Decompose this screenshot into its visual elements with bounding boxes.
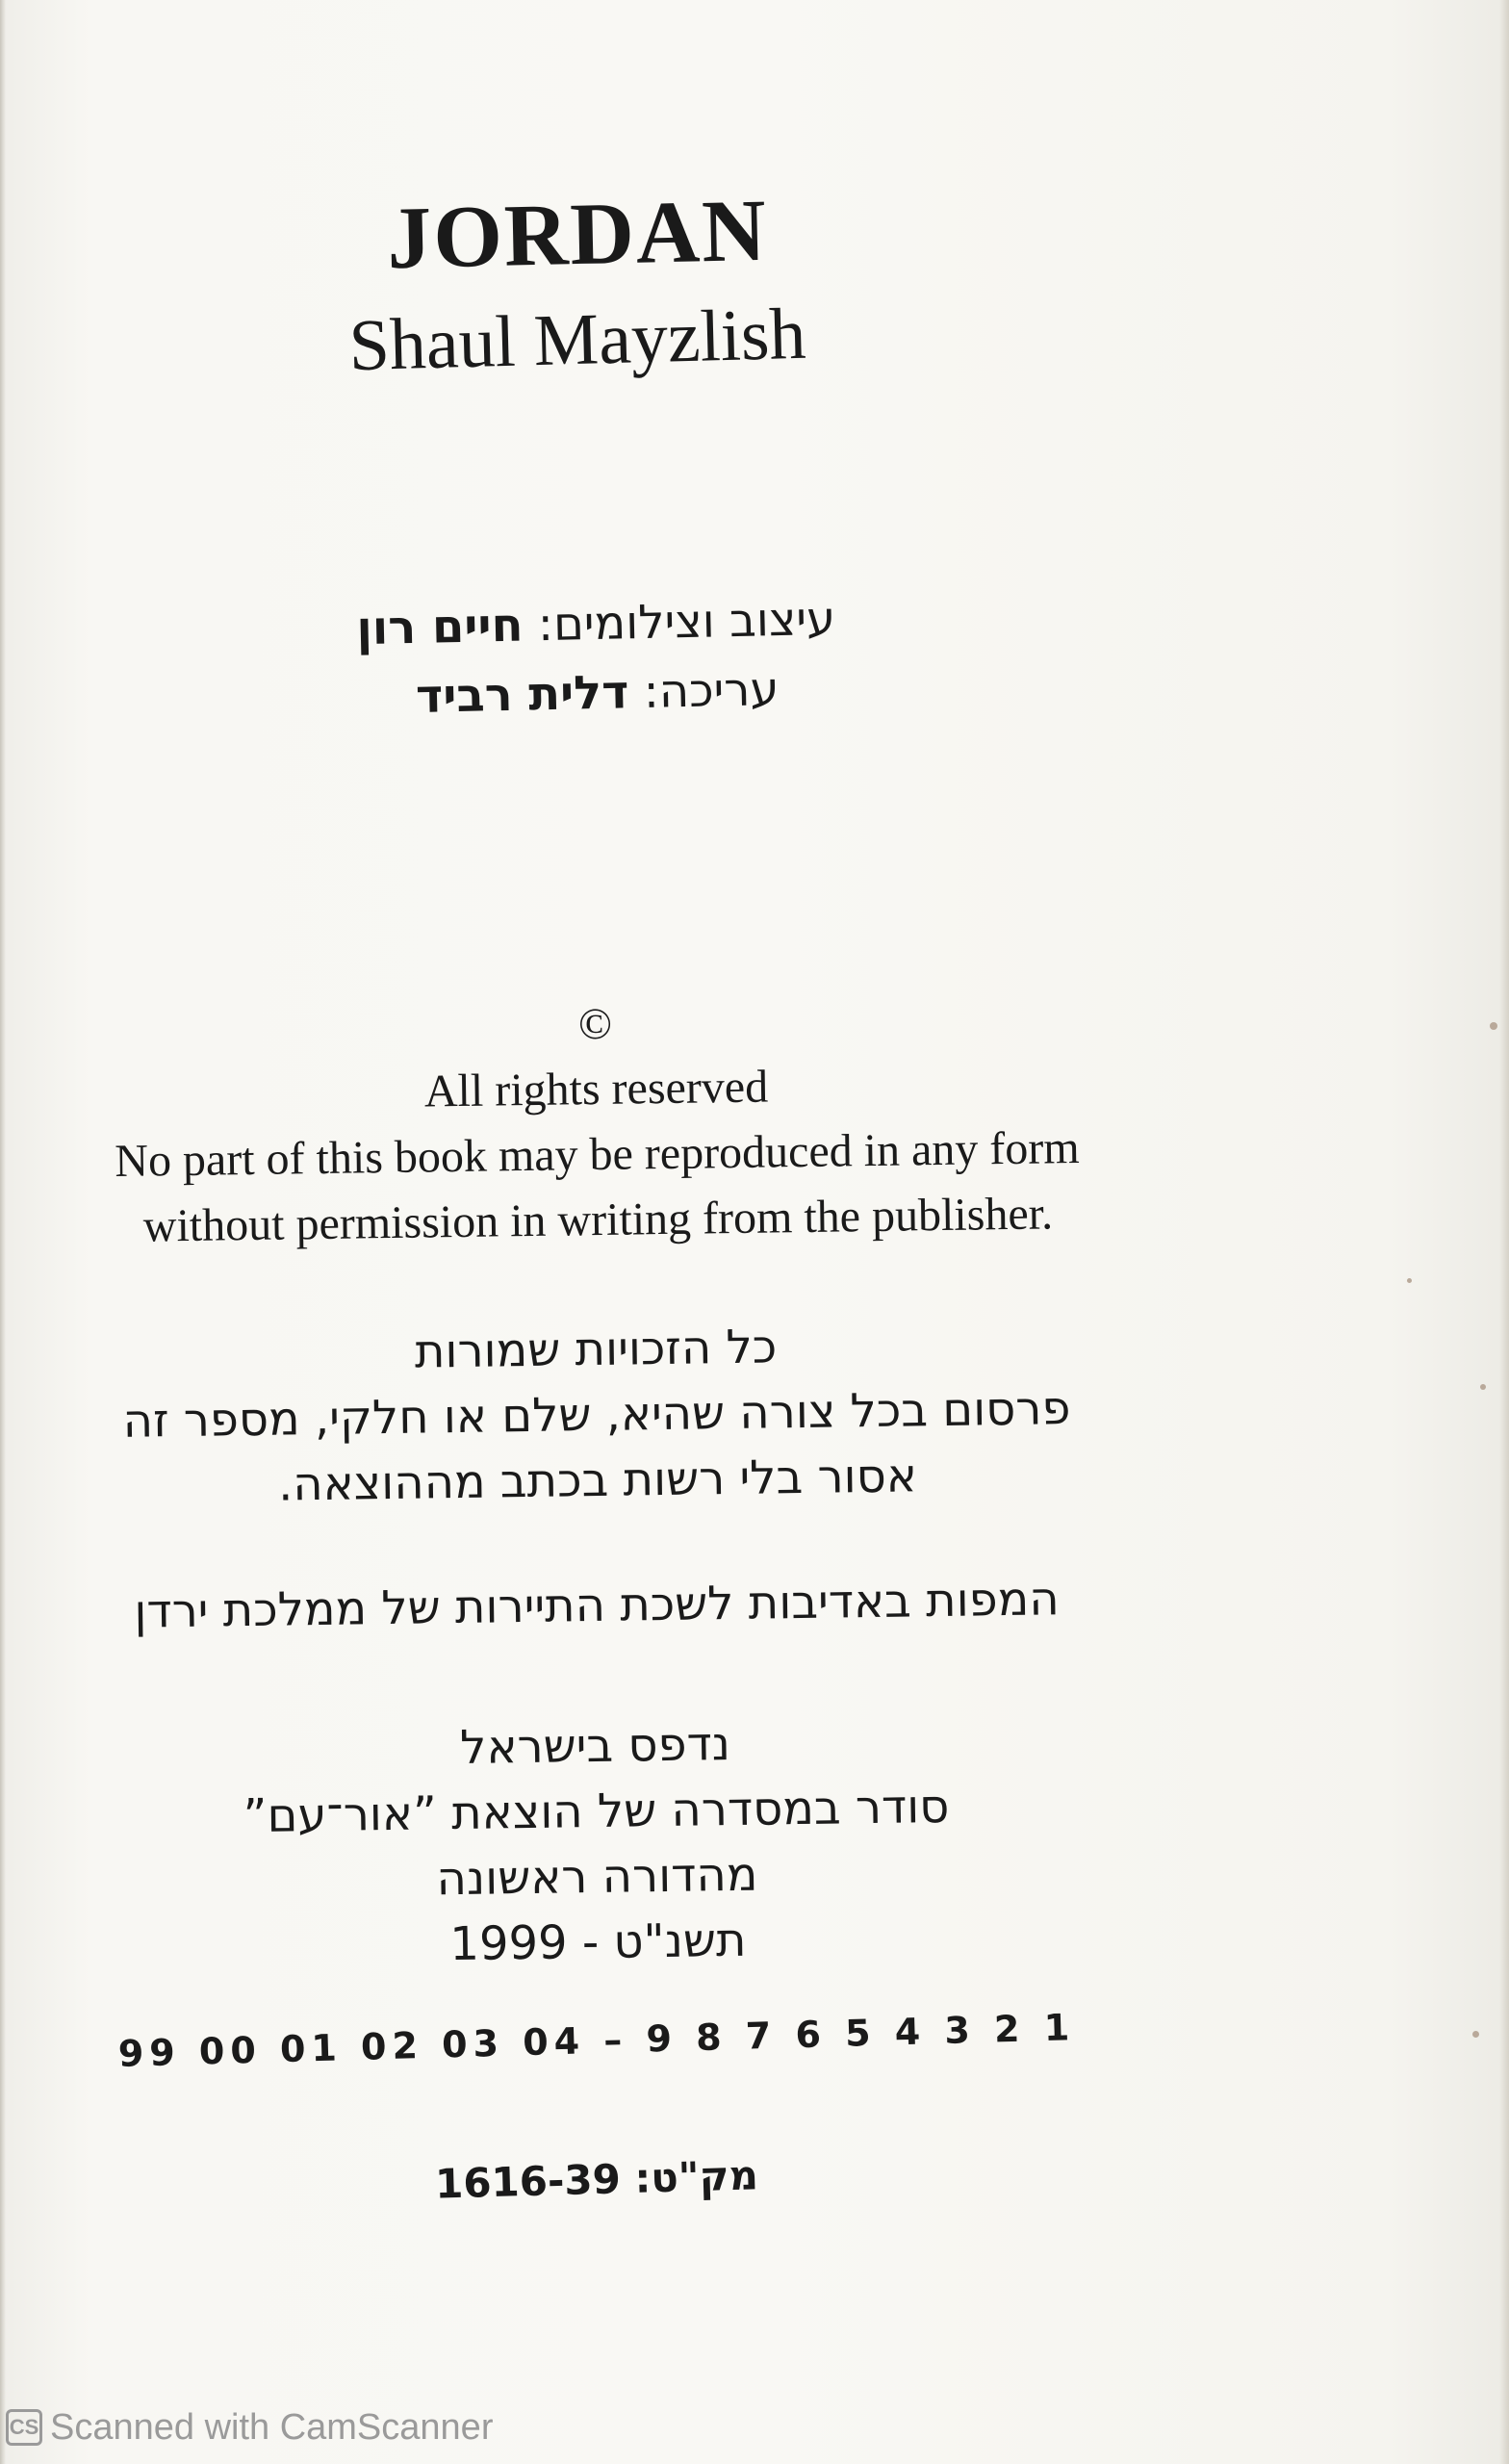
scan-speck	[1407, 1278, 1412, 1283]
watermark-text: Scanned with CamScanner	[50, 2406, 494, 2448]
copyright-line: No part of this book may be reproduced in any form	[114, 1122, 1080, 1187]
camscanner-logo-icon: CS	[6, 2409, 42, 2446]
book-title: JORDAN	[386, 180, 769, 288]
design-credit-name: חיים רון	[355, 598, 524, 656]
catalog-number: מק"ט: 1616-39	[434, 2151, 759, 2208]
maps-credit: המפות באדיבות לשכת התיירות של ממלכת ירדן	[133, 1572, 1061, 1639]
page-edge-left	[0, 0, 6, 2464]
editing-credit-label: עריכה:	[643, 662, 780, 719]
hebrew-rights-notice	[38, 1309, 1157, 1521]
copyright-symbol: ©	[577, 998, 613, 1049]
scan-speck	[1472, 2031, 1479, 2038]
credits-block	[76, 578, 1118, 739]
hebrew-rights-line: אסור בלי רשות בכתב מההוצאה.	[277, 1449, 918, 1512]
hebrew-rights-line: כל הזכויות שמורות	[414, 1320, 778, 1379]
printing-line: מהדורה ראשונה	[436, 1847, 758, 1907]
hebrew-rights-line: פרסום בכל צורה שהיא, שלם או חלקי, מספר זה	[122, 1381, 1071, 1449]
printing-info	[37, 1706, 1157, 1983]
design-credit-label: עיצוב וצילומים:	[537, 591, 836, 653]
printing-line: סודר במסדרה של הוצאת ”אור־עם”	[243, 1779, 950, 1844]
scan-speck	[1490, 1022, 1497, 1030]
page-edge-right	[1499, 0, 1509, 2464]
copyright-line: All rights reserved	[423, 1061, 769, 1117]
scan-speck	[1480, 1384, 1486, 1390]
camscanner-watermark	[6, 2406, 493, 2449]
print-run-numbers: 99 00 01 02 03 04 – 9 8 7 6 5 4 3 2 1	[117, 2006, 1076, 2075]
book-author: Shaul Mayzlish	[347, 293, 807, 387]
printing-line: תשנ"ט - 1999	[449, 1912, 747, 1972]
printing-line: נדפס בישראל	[459, 1717, 731, 1775]
copyright-line: without permission in writing from the publisher.	[142, 1188, 1054, 1252]
copyright-notice	[37, 984, 1157, 1261]
editing-credit-name: דלית רביד	[415, 665, 630, 724]
